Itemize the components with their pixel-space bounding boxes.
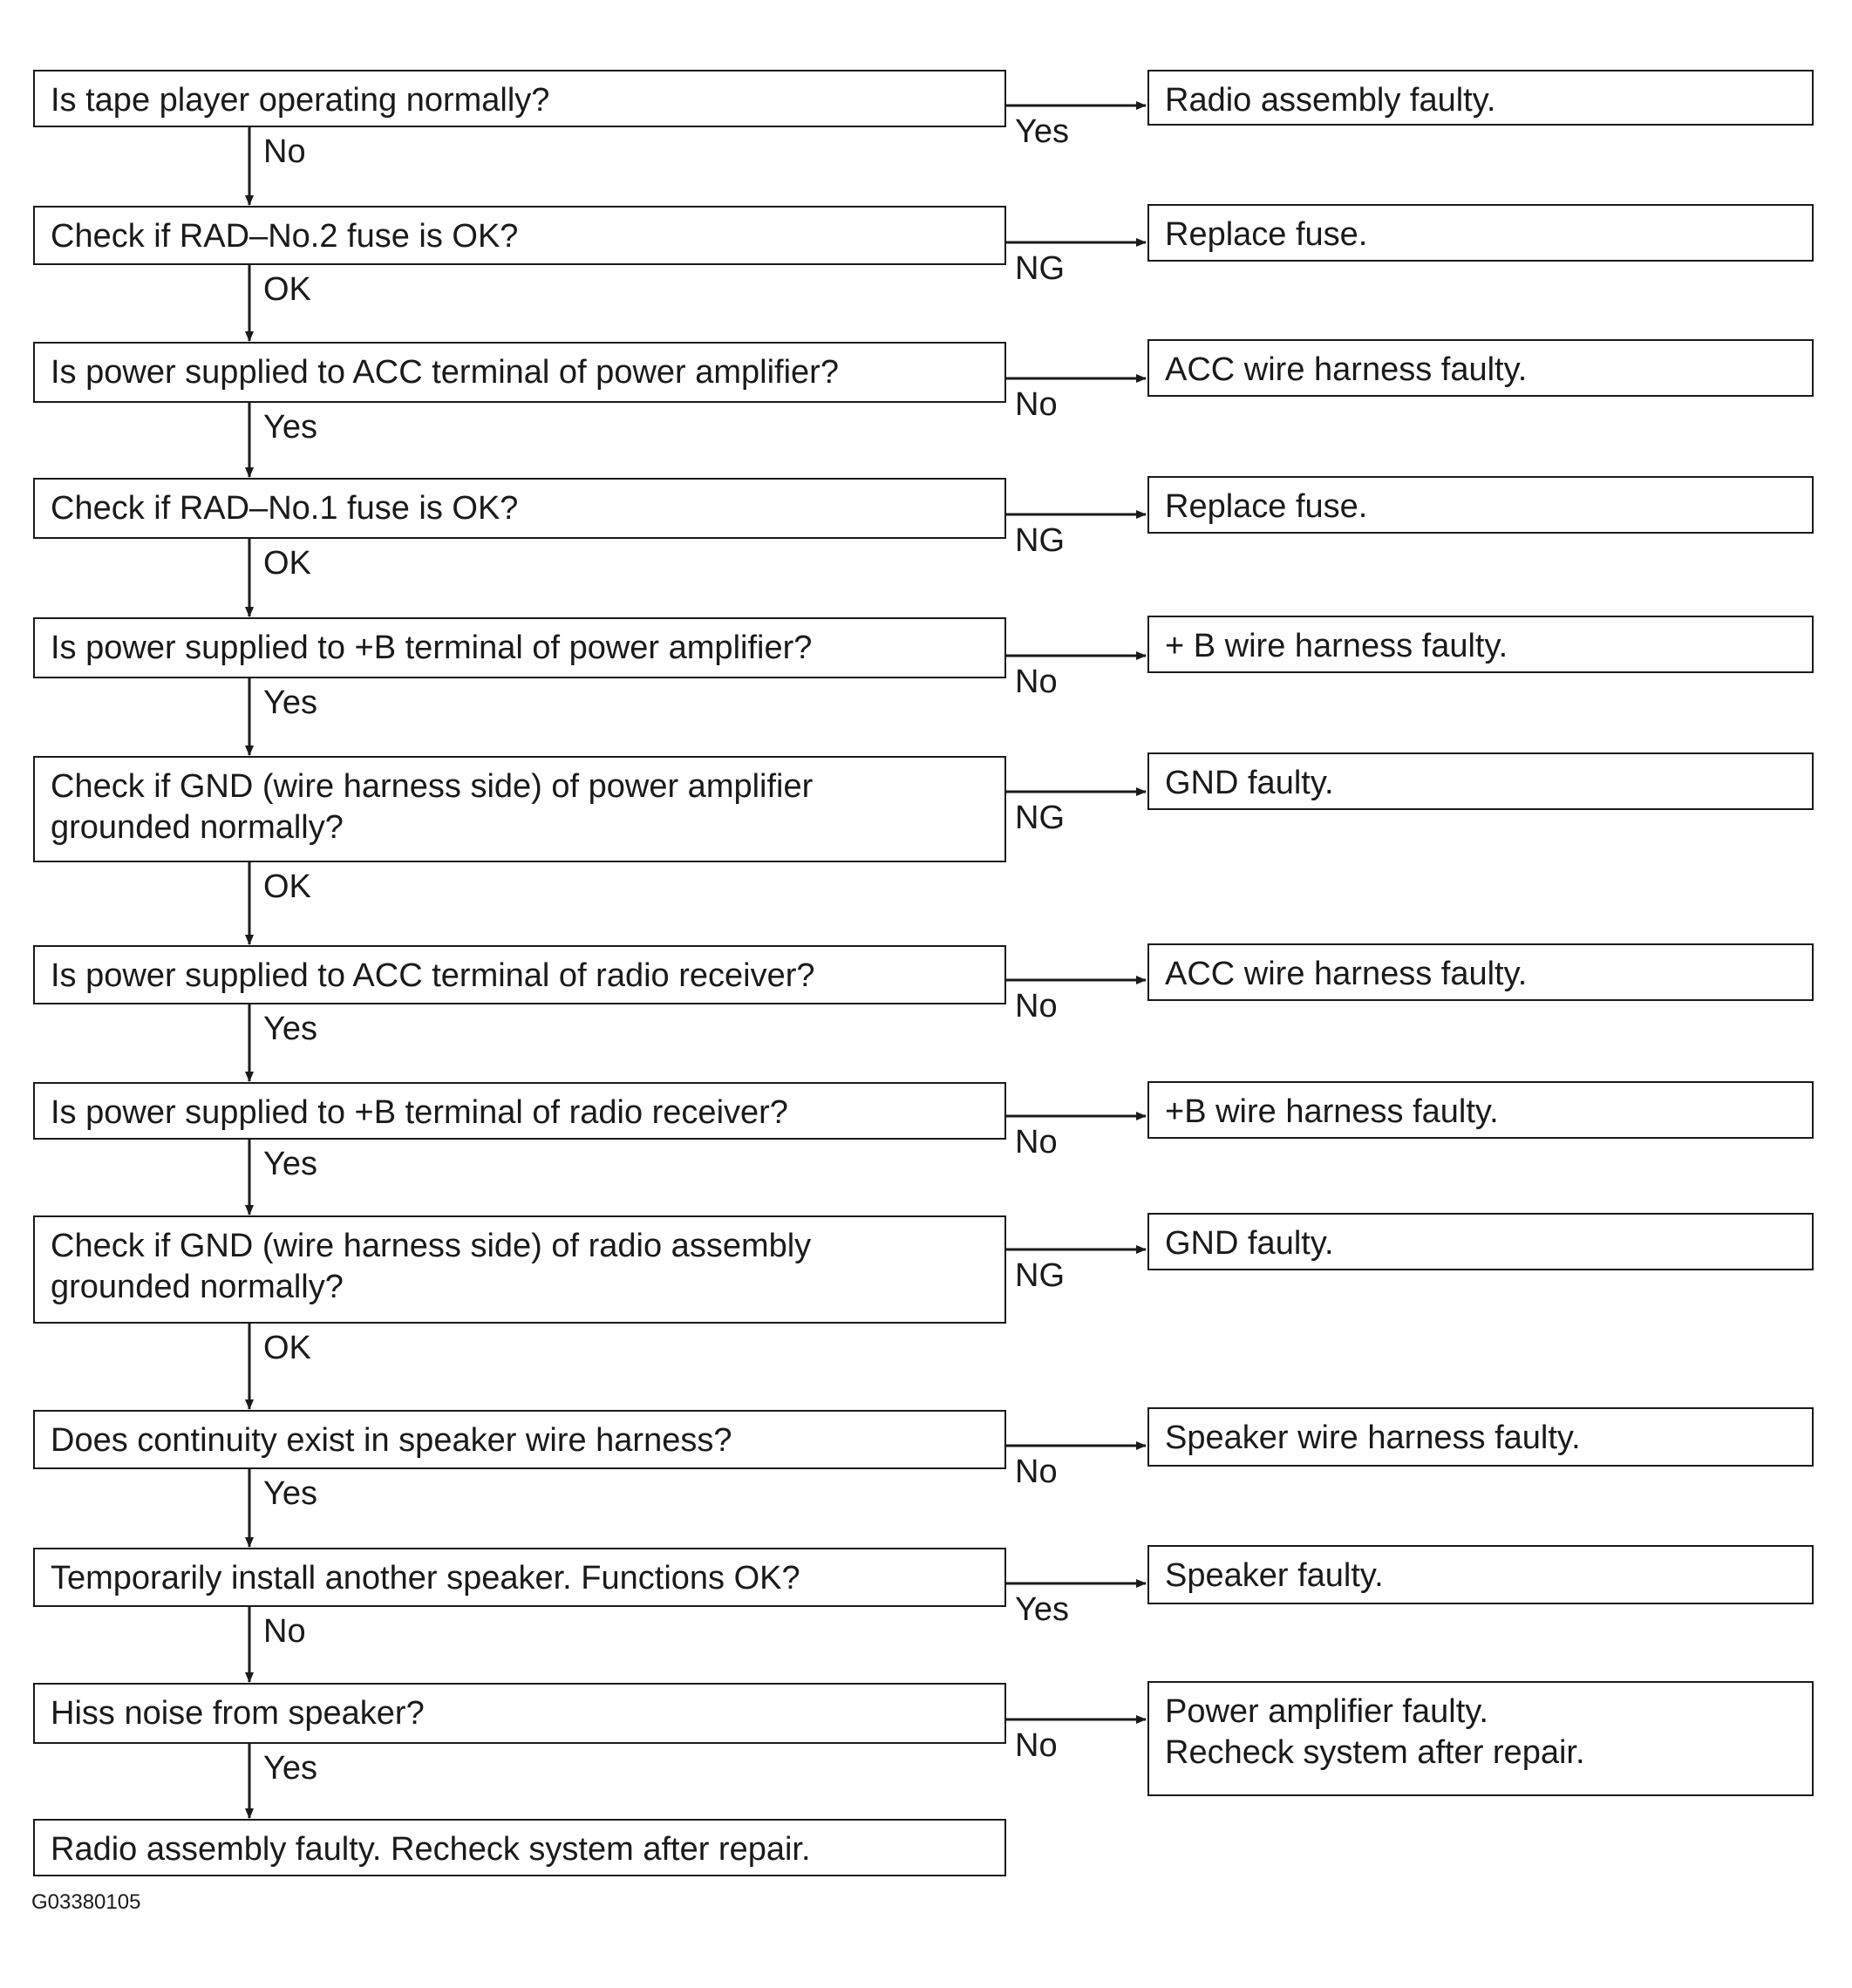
figure-id-label: G03380105 [31,1890,141,1914]
down-branch-label: Yes [263,1146,317,1182]
down-branch-label: Yes [263,1011,317,1047]
down-branch-label: OK [263,271,311,308]
question-box: Is power supplied to ACC terminal of power amplifier? [33,342,1006,403]
right-branch-label: NG [1015,522,1065,559]
question-box: Is tape player operating normally? [33,70,1006,127]
result-box: Speaker faulty. [1147,1545,1814,1604]
down-branch-label: No [263,1613,306,1650]
result-box: + B wire harness faulty. [1147,616,1814,673]
down-branch-label: Yes [263,1475,317,1512]
question-box: Check if RAD–No.1 fuse is OK? [33,478,1006,539]
down-branch-label: Yes [263,409,317,446]
result-box: +B wire harness faulty. [1147,1081,1814,1139]
question-box: Is power supplied to +B terminal of radio receiver? [33,1082,1006,1140]
right-branch-label: No [1015,664,1058,700]
down-branch-label: OK [263,545,311,582]
down-branch-label: Yes [263,684,317,721]
right-branch-label: No [1015,1727,1058,1764]
right-branch-label: No [1015,1454,1058,1490]
right-branch-label: NG [1015,800,1065,836]
result-box: Replace fuse. [1147,204,1814,262]
question-box: Does continuity exist in speaker wire harness? [33,1410,1006,1469]
right-branch-label: No [1015,386,1058,423]
result-box: GND faulty. [1147,1213,1814,1270]
result-box: ACC wire harness faulty. [1147,943,1814,1001]
question-box: Check if RAD–No.2 fuse is OK? [33,206,1006,265]
right-branch-label: Yes [1015,113,1069,150]
right-branch-label: Yes [1015,1591,1069,1628]
right-branch-label: NG [1015,250,1065,287]
question-box: Check if GND (wire harness side) of power amplifier grounded normally? [33,756,1006,862]
question-box: Is power supplied to +B terminal of power amplifier? [33,617,1006,678]
result-box: Power amplifier faulty. Recheck system after repair. [1147,1681,1814,1796]
right-branch-label: No [1015,1124,1058,1161]
result-box: Speaker wire harness faulty. [1147,1407,1814,1467]
question-box: Hiss noise from speaker? [33,1683,1006,1744]
result-box: Replace fuse. [1147,476,1814,534]
result-box: ACC wire harness faulty. [1147,339,1814,397]
question-box: Is power supplied to ACC terminal of radio receiver? [33,945,1006,1004]
right-branch-label: No [1015,988,1058,1025]
result-box: Radio assembly faulty. [1147,70,1814,126]
final-result-box: Radio assembly faulty. Recheck system after repair. [33,1819,1006,1876]
down-branch-label: OK [263,868,311,905]
down-branch-label: No [263,133,306,170]
down-branch-label: OK [263,1330,311,1366]
question-box: Temporarily install another speaker. Functions OK? [33,1548,1006,1607]
right-branch-label: NG [1015,1257,1065,1294]
down-branch-label: Yes [263,1750,317,1787]
question-box: Check if GND (wire harness side) of radio assembly grounded normally? [33,1215,1006,1324]
result-box: GND faulty. [1147,752,1814,810]
